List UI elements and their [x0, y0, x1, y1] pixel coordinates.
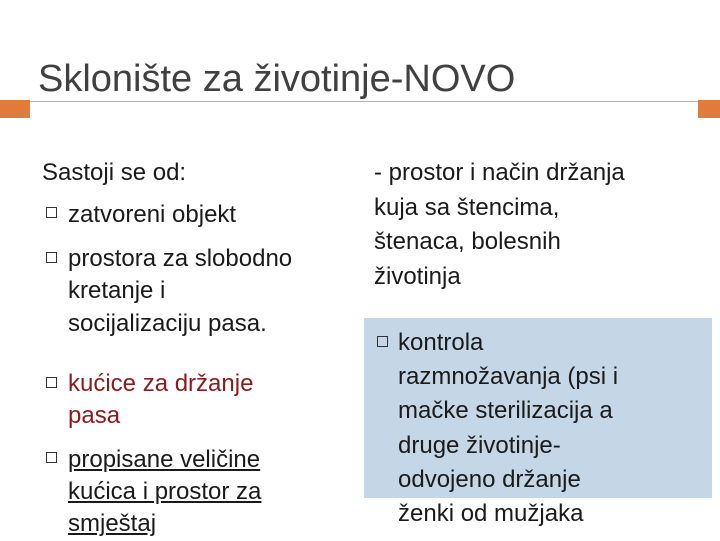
square-bullet-icon: [46, 452, 57, 463]
box-text: razmnožavanja (psi i: [398, 363, 619, 390]
square-bullet-icon: [377, 336, 388, 347]
right-paragraph: kuja sa štencima,: [374, 194, 560, 221]
list-item-underlined-continuation: smještaj: [68, 510, 157, 537]
square-bullet-icon: [46, 207, 57, 218]
intro-text: Sastoji se od:: [42, 159, 187, 186]
right-paragraph: životinja: [374, 263, 461, 290]
list-item-continuation: socijalizaciju pasa.: [68, 310, 267, 337]
list-item: prostora za slobodno: [68, 245, 293, 272]
list-item-red: kućice za držanje: [68, 370, 254, 397]
list-item-continuation: kretanje i: [68, 277, 166, 304]
list-item-underlined: propisane veličine: [68, 446, 261, 473]
list-item-red-continuation: pasa: [68, 402, 121, 429]
square-bullet-icon: [46, 252, 57, 263]
box-text: kontrola: [398, 329, 484, 356]
title-accent-right: [698, 100, 720, 118]
right-paragraph: štenaca, bolesnih: [374, 228, 561, 255]
right-paragraph: - prostor i način držanja: [374, 159, 625, 186]
box-text: druge životinje-: [398, 432, 561, 459]
box-text: mačke sterilizacija a: [398, 397, 613, 424]
slide-title: Sklonište za životinje-NOVO: [38, 58, 516, 100]
list-item: zatvoreni objekt: [68, 201, 237, 228]
list-item-underlined-continuation: kućica i prostor za: [68, 478, 262, 505]
box-text: odvojeno držanje: [398, 466, 581, 493]
title-accent-left: [0, 100, 30, 118]
square-bullet-icon: [46, 377, 57, 388]
box-text: ženki od mužjaka: [398, 500, 584, 527]
title-underline: [30, 101, 698, 102]
